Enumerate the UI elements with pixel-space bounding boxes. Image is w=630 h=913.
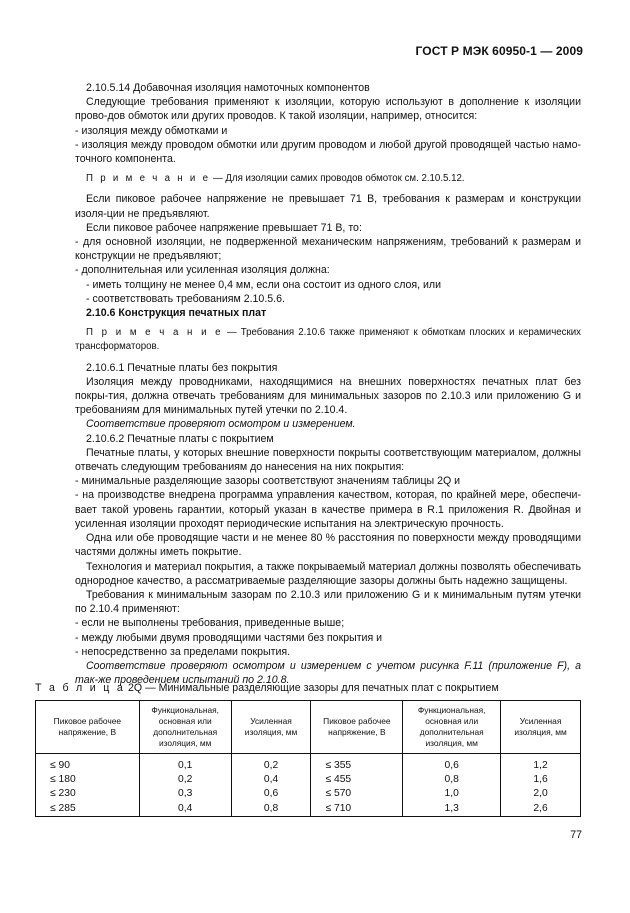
table-cell: ≤ 180: [36, 772, 140, 786]
paragraph: Одна или обе проводящие части и не менее 80 % расстояния по поверхности между проводящими частями должны иметь покрытие.: [75, 532, 581, 559]
table-caption: [35, 682, 499, 694]
clearance-table: [35, 700, 581, 817]
paragraph: Изоляция между проводниками, находящимися на внешних поверхностях печатных плат без покры-тия, должна отвечать требованиям для минимальных зазоров по 2.10.3 или приложению G и требованиям для минимальных путей утечки по 2.10.4.: [75, 375, 581, 417]
compliance-statement: Соответствие проверяют осмотром и измерением с учетом рисунка F.11 (приложение F), а так-же проведением испытаний по 2.10.8.: [75, 659, 581, 687]
list-item: - дополнительная или усиленная изоляция должна:: [75, 264, 330, 277]
table-cell: 0,2: [231, 754, 311, 773]
table-row: [36, 787, 581, 801]
paragraph: Требования к минимальным зазорам по 2.10.3 или приложению G и к минимальным путям утечки по 2.10.4 применяют:: [75, 588, 581, 616]
paragraph: Печатные платы, у которых внешние поверхности покрыты соответствующим материалом, должны отвечать следующим требованиям до нанесения на них покрытия:: [75, 446, 581, 474]
table-cell: ≤ 570: [311, 787, 403, 801]
compliance-statement: Соответствие проверяют осмотром и измерением.: [86, 418, 356, 431]
column-header: Пиковое рабочее напряжение, В: [36, 701, 140, 754]
table-cell: 1,6: [501, 772, 581, 786]
list-item: - иметь толщину не менее 0,4 мм, если она состоит из одного слоя, или: [86, 278, 442, 291]
list-item: - на производстве внедрена программа управления качеством, которая, по крайней мере, обеспечи-вает такой уровень гарантии, который указан в качестве примера в R.1 приложения R. Двойная и усиленная изоляции проходят периодические испытания на электрическую прочность.: [75, 489, 581, 530]
column-header: Пиковое рабочее напряжение, В: [311, 701, 403, 754]
column-header: Усиленная изоляция, мм: [501, 701, 581, 754]
table-cell: 0,8: [231, 801, 311, 816]
list-item: - изоляция между проводом обмотки или другим проводом и любой другой проводящей частью намо-точного компонента.: [75, 138, 581, 166]
table-cell: 0,8: [403, 772, 501, 786]
column-header: Функциональная, основная или дополнительная изоляция, мм: [403, 701, 501, 754]
table-cell: 2,6: [501, 801, 581, 816]
table-cell: 0,6: [403, 754, 501, 773]
list-item: - между любыми двумя проводящими частями без покрытия и: [75, 631, 383, 644]
table-cell: ≤ 90: [36, 754, 140, 773]
document-body: [75, 81, 581, 687]
page-number: 77: [570, 829, 582, 841]
note: [75, 326, 581, 354]
list-item: - для основной изоляции, не подверженной механическим напряжениям, требований к размерам и конструкции не предъявляют;: [75, 236, 581, 263]
list-item: - непосредственно за пределами покрытия.: [75, 645, 291, 658]
section-heading-2-10-6-1: 2.10.6.1 Печатные платы без покрытия: [86, 361, 278, 374]
table-caption-text: 2Q — Минимальные разделяющие зазоры для печатных плат с покрытием: [125, 682, 499, 694]
list-item: - минимальные разделяющие зазоры соответствуют значениям таблицы 2Q и: [75, 475, 461, 488]
section-heading-2-10-5-14: 2.10.5.14 Добавочная изоляция намоточных компонентов: [86, 82, 370, 94]
table-cell: 0,1: [139, 754, 231, 773]
list-item: - если не выполнены требования, приведенные выше;: [75, 617, 345, 630]
paragraph: Если пиковое рабочее напряжение превышает 71 В, то:: [86, 221, 362, 234]
table-cell: ≤ 285: [36, 801, 140, 816]
paragraph: Следующие требования применяют к изоляции, которую используют в дополнение к изоляции прово-дов обмоток или других проводов. К такой изоляции, например, относится:: [75, 96, 581, 123]
note-label: П р и м е ч а н и е: [86, 327, 223, 339]
document-header: ГОСТ Р МЭК 60950-1 — 2009: [415, 44, 583, 58]
note: [75, 172, 581, 186]
list-item: - изоляция между обмотками и: [75, 124, 228, 137]
table-cell: ≤ 230: [36, 787, 140, 801]
section-heading-2-10-6-2: 2.10.6.2 Печатные платы с покрытием: [86, 432, 274, 445]
table-cell: 0,4: [139, 801, 231, 816]
table-row: [36, 772, 581, 786]
table-row: [36, 801, 581, 816]
table-caption-label: Т а б л и ц а: [35, 682, 126, 694]
table-cell: 2,0: [501, 787, 581, 801]
table-cell: 0,3: [139, 787, 231, 801]
note-label: П р и м е ч а н и е: [86, 173, 211, 185]
paragraph: Если пиковое рабочее напряжение не превышает 71 В, требования к размерам и конструкции изоля-ции не предъявляют.: [75, 193, 581, 220]
table-cell: 1,2: [501, 754, 581, 773]
section-heading-2-10-6: 2.10.6 Конструкция печатных плат: [86, 307, 267, 320]
table-cell: ≤ 710: [311, 801, 403, 816]
note-text: — Для изоляции самих проводов обмоток см. 2.10.5.12.: [210, 173, 465, 185]
table-cell: ≤ 455: [311, 772, 403, 786]
table-cell: 0,6: [231, 787, 311, 801]
list-item: - соответствовать требованиям 2.10.5.6.: [86, 292, 285, 305]
table-header-row: [36, 701, 581, 754]
note-text: — Требования 2.10.6 также применяют к обмоткам плоских и керамических трансформаторов.: [75, 327, 581, 353]
table-cell: 1,3: [403, 801, 501, 816]
column-header: Усиленная изоляция, мм: [231, 701, 311, 754]
paragraph: Технология и материал покрытия, а также покрываемый материал должны позволять обеспечивать однородное качество, а рассматриваемые разделяющие зазоры должны быть надежно защищены.: [75, 560, 581, 587]
table-cell: 0,2: [139, 772, 231, 786]
table-cell: 1,0: [403, 787, 501, 801]
column-header: Функциональная, основная или дополнительная изоляция, мм: [139, 701, 231, 754]
table-row: [36, 754, 581, 773]
table-cell: 0,4: [231, 772, 311, 786]
table-cell: ≤ 355: [311, 754, 403, 773]
